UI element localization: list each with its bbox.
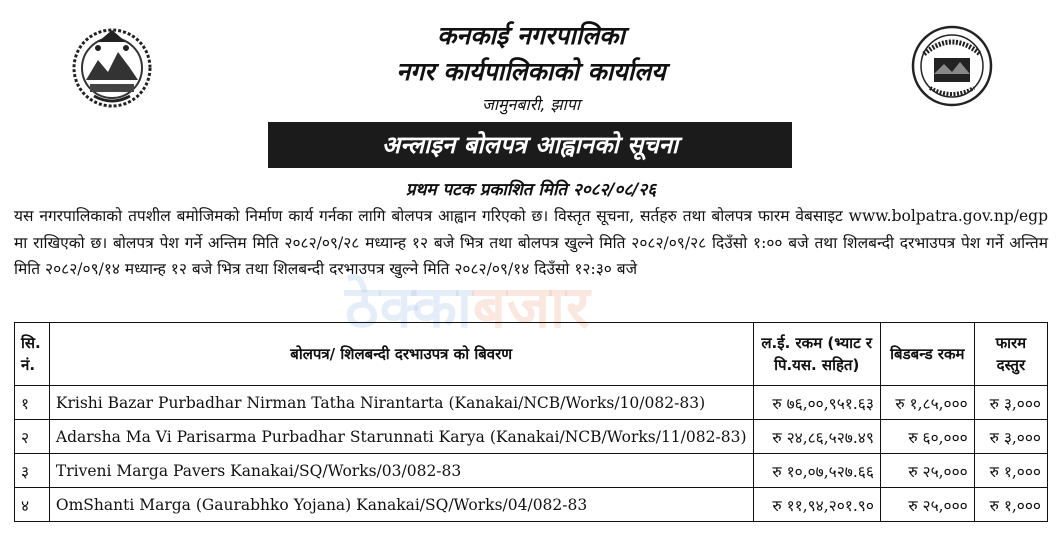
header-description: बोलपत्र/ शिलबन्दी दरभाउपत्र को बिवरण (49, 323, 753, 386)
row-description: OmShanti Marga (Gaurabhko Yojana) Kanakai/SQ/Works/04/082-83 (49, 488, 753, 522)
row-sn: ३ (15, 454, 50, 488)
row-description: Triveni Marga Pavers Kanakai/SQ/Works/03/082-83 (49, 454, 753, 488)
header-form-fee: फारम दस्तुर (974, 323, 1047, 386)
row-estimate: रु १०,०७,५२७.६६ (753, 454, 880, 488)
table-header-row (15, 323, 1048, 386)
notice-title-banner: अन्लाइन बोलपत्र आह्वानको सूचना (268, 122, 792, 168)
municipality-name: कनकाई नगरपालिका (437, 21, 625, 50)
row-form-fee: रु ३,००० (974, 386, 1047, 420)
row-bid-bond: रु १,८५,००० (880, 386, 974, 420)
office-name: नगर कार्यपालिकाको कार्यालय (396, 57, 666, 86)
row-form-fee: रु १,००० (974, 488, 1047, 522)
row-sn: १ (15, 386, 50, 420)
row-estimate: रु ७६,००,९५१.६३ (753, 386, 880, 420)
watermark-part-1: ठेक्का (345, 273, 473, 341)
watermark-part-2: बजार (472, 273, 591, 341)
row-bid-bond: रु ६०,००० (880, 420, 974, 454)
table-row (15, 386, 1048, 420)
header-bid-bond: बिडबन्ड रकम (880, 323, 974, 386)
row-form-fee: रु १,००० (974, 454, 1047, 488)
row-description: Krishi Bazar Purbadhar Nirman Tatha Nirantarta (Kanakai/NCB/Works/10/082-83) (49, 386, 753, 420)
row-sn: ४ (15, 488, 50, 522)
tender-table (14, 322, 1048, 522)
row-bid-bond: रु २५,००० (880, 454, 974, 488)
row-estimate: रु ११,९४,२०१.९० (753, 488, 880, 522)
table-row (15, 420, 1048, 454)
notice-body-text: यस नगरपालिकाको तपशील बमोजिमको निर्माण कार्य गर्नका लागि बोलपत्र आह्वान गरिएको छ। विस्तृत सूचना, सर्तहरु तथा बोलपत्र फारम वेबसाइट www.bolpatra.gov.np/egp मा राखिएको छ। बोलपत्र पेश गर्ने अन्तिम मिति २०८२/०९/२८ मध्यान्ह १२ बजे भित्र तथा बोलपत्र खुल्ने मिति २०८२/०९/२८ दिउँसो १:०० बजे तथा शिलबन्दी दरभाउपत्र पेश गर्ने अन्तिम मिति २०८२/०९/१४ मध्यान्ह १२ बजे भित्र तथा शिलबन्दी दरभाउपत्र खुल्ने मिति २०८२/०९/१४ दिउँसो १२:३० बजे (14, 207, 1048, 278)
row-form-fee: रु ३,००० (974, 420, 1047, 454)
publish-date-line: प्रथम पटक प्रकाशित मिति २०८२/०८/२६ (405, 180, 657, 200)
row-sn: २ (15, 420, 50, 454)
row-estimate: रु २४,८६,५२७.४९ (753, 420, 880, 454)
header-sn: सि. नं. (15, 323, 50, 386)
row-description: Adarsha Ma Vi Parisarma Purbadhar Starunnati Karya (Kanakai/NCB/Works/11/082-83) (49, 420, 753, 454)
header-estimate: ल.ई. रकम (भ्याट र पि.यस. सहित) (753, 323, 880, 386)
table-row (15, 488, 1048, 522)
table-row (15, 454, 1048, 488)
row-bid-bond: रु २५,००० (880, 488, 974, 522)
office-address: जामुनबारी, झापा (481, 95, 581, 114)
